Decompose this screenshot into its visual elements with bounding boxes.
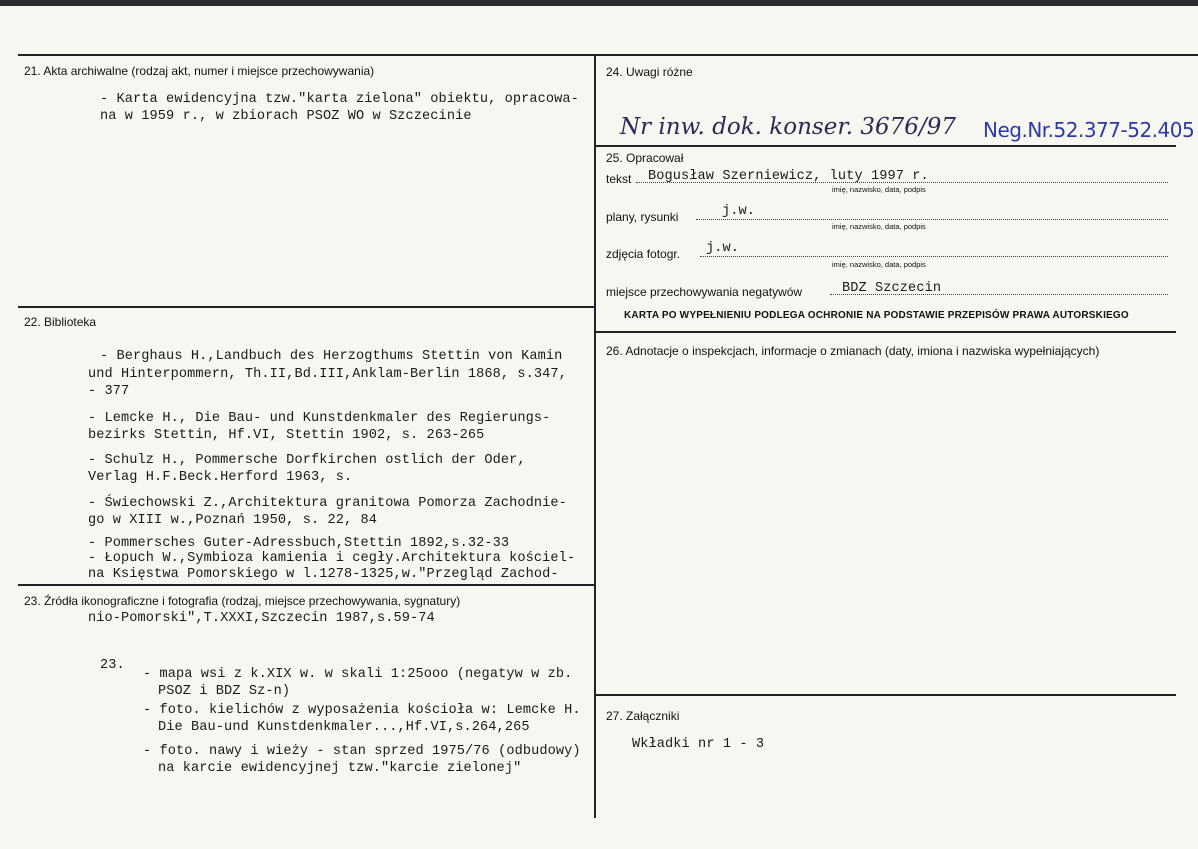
section-26-title: 26. Adnotacje o inspekcjach, informacje o zmianach (daty, imiona i nazwiska wypełniających) — [606, 344, 1100, 358]
section-25-title: 25. Opracował — [606, 151, 684, 165]
divider-24-25 — [596, 145, 1176, 147]
section-21-line-1: - Karta ewidencyjna tzw."karta zielona" obiektu, opracowa- — [100, 92, 579, 107]
source-line: - mapa wsi z k.XIX w. w skali 1:25ooo (negatyw w zb. — [143, 667, 573, 682]
divider-26-27 — [596, 694, 1176, 696]
section-21-line-2: na w 1959 r., w zbiorach PSOZ WO w Szczecinie — [100, 109, 472, 124]
handwritten-inventory-number: Nr inw. dok. konser. 3676/97 — [620, 114, 956, 140]
miejsce-label: miejsce przechowywania negatywów — [606, 285, 803, 299]
plany-label: plany, rysunki — [606, 210, 679, 224]
zdjecia-caption: imię, nazwisko, data, podpis — [832, 260, 926, 269]
section-24-title: 24. Uwagi różne — [606, 65, 693, 79]
bibliography-line: na Księstwa Pomorskiego w l.1278-1325,w."Przegląd Zachod- — [88, 567, 559, 582]
attachments-value: Wkładki nr 1 - 3 — [632, 737, 765, 752]
bibliography-line: bezirks Stettin, Hf.VI, Stettin 1902, s. 263-265 — [88, 428, 485, 443]
bibliography-line: Verlag H.F.Beck.Herford 1963, s. — [88, 470, 353, 485]
section-23-title: 23. Źródła ikonograficzne i fotografia (rodzaj, miejsce przechowywania, sygnatury) — [24, 594, 461, 608]
bibliography-line: - Świechowski Z.,Architektura granitowa Pomorza Zachodnie- — [88, 496, 567, 511]
section-21-title: 21. Akta archiwalne (rodzaj akt, numer i miejsce przechowywania) — [24, 64, 375, 78]
miejsce-line — [830, 294, 1168, 295]
tekst-value: Bogusław Szerniewicz, luty 1997 r. — [648, 169, 929, 184]
source-line: Die Bau-und Kunstdenkmaler...,Hf.VI,s.264,265 — [158, 720, 530, 735]
negative-number-stamp: Neg.Nr.52.377-52.405 — [983, 118, 1195, 142]
zdjecia-line — [700, 256, 1168, 257]
bibliography-line: go w XIII w.,Poznań 1950, s. 22, 84 — [88, 513, 378, 528]
bibliography-continuation: nio-Pomorski",T.XXXI,Szczecin 1987,s.59-74 — [88, 611, 435, 626]
copyright-notice: KARTA PO WYPEŁNIENIU PODLEGA OCHRONIE NA PODSTAWIE PRZEPISÓW PRAWA AUTORSKIEGO — [624, 310, 1129, 321]
source-line: - foto. nawy i wieży - stan sprzed 1975/76 (odbudowy) — [143, 744, 581, 759]
plany-line — [696, 219, 1168, 220]
top-border — [18, 54, 1198, 56]
miejsce-value: BDZ Szczecin — [842, 281, 942, 296]
plany-value: j.w. — [722, 204, 756, 219]
section-23-number: 23. — [100, 658, 125, 673]
divider-25-26 — [596, 331, 1176, 333]
bibliography-line: - Łopuch W.,Symbioza kamienia i cegły.Architektura kościel- — [88, 551, 576, 566]
source-line: na karcie ewidencyjnej tzw."karcie zielonej" — [158, 761, 522, 776]
section-27-title: 27. Załączniki — [606, 709, 680, 723]
bibliography-line: - Schulz H., Pommersche Dorfkirchen ostlich der Oder, — [88, 453, 526, 468]
section-22-title: 22. Biblioteka — [24, 315, 97, 329]
bibliography-line: - 377 — [88, 384, 130, 399]
divider-21-22 — [18, 306, 594, 308]
bibliography-line: - Berghaus H.,Landbuch des Herzogthums Stettin von Kamin — [100, 349, 563, 364]
center-divider — [594, 54, 596, 818]
source-line: - foto. kielichów z wyposażenia kościoła w: Lemcke H. — [143, 703, 581, 718]
source-line: PSOZ i BDZ Sz-n) — [158, 684, 291, 699]
divider-22-23 — [18, 584, 594, 586]
bibliography-line: - Pommersches Guter-Adressbuch,Stettin 1892,s.32-33 — [88, 536, 510, 551]
bibliography-line: und Hinterpommern, Th.II,Bd.III,Anklam-Berlin 1868, s.347, — [88, 367, 567, 382]
tekst-line — [636, 182, 1168, 183]
bibliography-line: - Lemcke H., Die Bau- und Kunstdenkmaler des Regierungs- — [88, 411, 551, 426]
zdjecia-value: j.w. — [706, 241, 740, 256]
zdjecia-label: zdjęcia fotogr. — [606, 247, 681, 261]
tekst-label: tekst — [606, 172, 632, 186]
plany-caption: imię, nazwisko, data, podpis — [832, 222, 926, 231]
tekst-caption: imię, nazwisko, data, podpis — [832, 185, 926, 194]
scan-top-edge — [0, 0, 1198, 6]
